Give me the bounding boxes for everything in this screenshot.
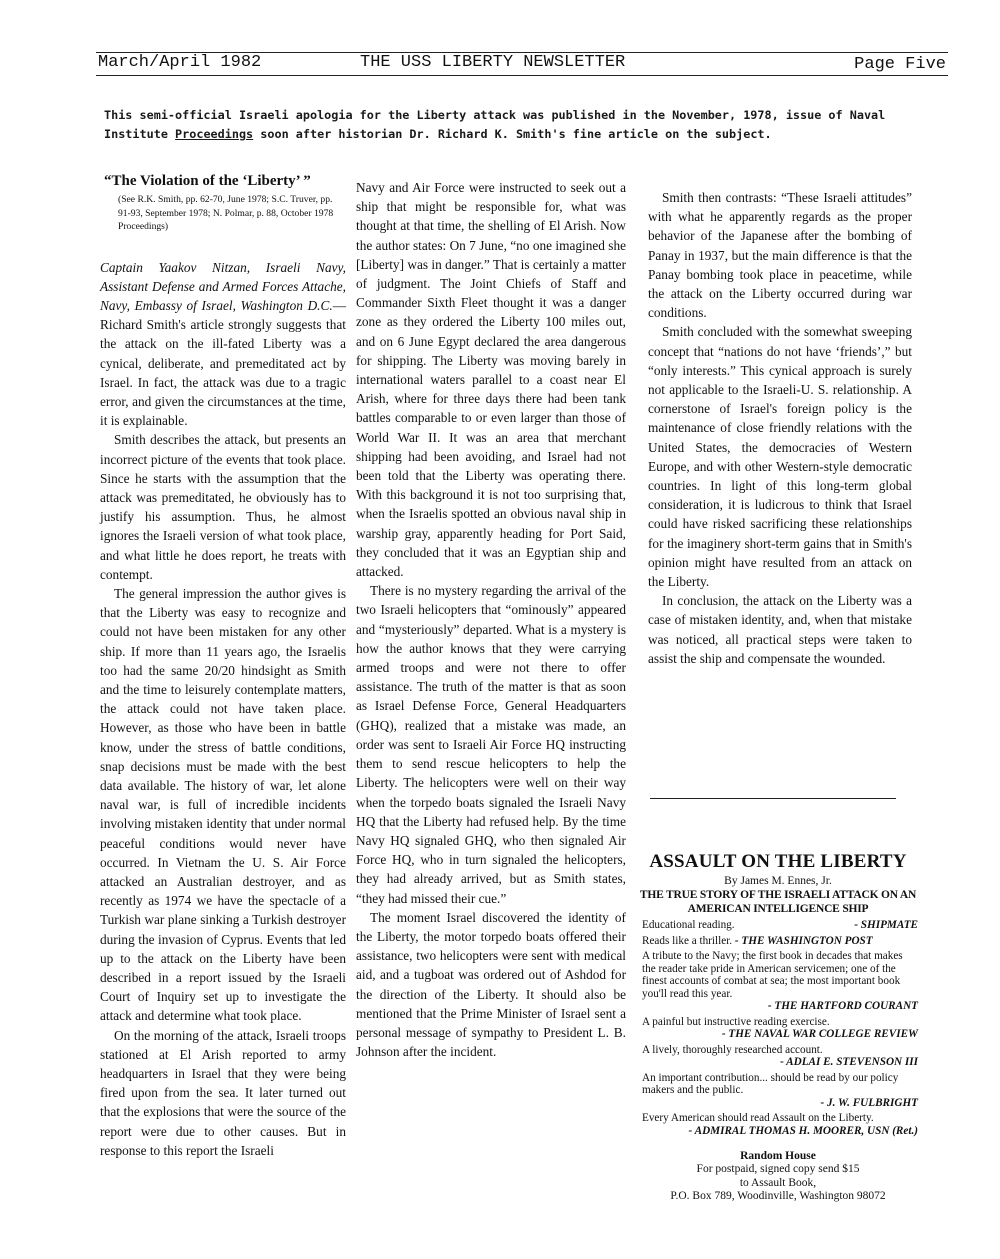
ad-order-line: For postpaid, signed copy send $15 [696,1163,860,1175]
blurb-quote: A lively, thoroughly researched account. [642,1043,823,1056]
article-paragraph: In conclusion, the attack on the Liberty was a case of mistaken identity, and, when that mistake was noticed, all practical steps were taken to assist the ship and compensate the wounded. [648,593,912,666]
ad-review-blurb [638,919,918,932]
intro-text-after: soon after historian Dr. Richard K. Smith's fine article on the subject. [253,127,772,141]
article-paragraph: Navy and Air Force were instructed to seek out a ship that might be responsible for, what was thought at that time, the shelling of El Arish. Now the author states: On 7 June, “no one imagined she [Liberty] was in danger.” That is certainly a matter of judgment. The Joint Chiefs of Staff and Commander Sixth Fleet thought it was a danger zone as they ordered the Liberty 100 miles out, and on 6 June Egypt declared the area dangerous for shipping. The Liberty was moving barely in international waters parallel to a coast near El Arish, where for three days there had been tank battles comparable to or even larger than those of World War II. It was an area that merchant shipping had been avoiding, and Israel had not been told that the Liberty was operating there. With this background it is not too surprising that, when the Israelis spotted an obvious naval ship in warship gray, apparently heading for Port Said, they concluded that it was an Egyptian ship and attacked. [356,180,626,580]
article-paragraph: Captain Yaakov Nitzan, Israeli Navy, Assistant Defense and Armed Forces Attache, Navy, Embassy of Israel, Washington D.C.—Richard Smith's article strongly suggests that the attack on the ill-fated Liberty was a cynical, deliberate, and premeditated act by Israel. In fact, the attack was due to a tragic error, and given the circumstances at the time, it is explainable. [100,259,346,429]
article-column-1 [100,172,346,1160]
blurb-source: - J. W. FULBRIGHT [820,1096,918,1109]
ad-book-title: ASSAULT ON THE LIBERTY [649,851,907,872]
blurb-source: - THE WASHINGTON POST [732,934,873,947]
section-divider [650,798,896,799]
article-sources: (See R.K. Smith, pp. 62-70, June 1978; S.C. Truver, pp. 91-93, September 1978; N. Polmar, p. 88, October 1978 Proceedings) [118,194,334,232]
ad-blurbs [638,919,918,1137]
blurb-source: - ADMIRAL THOMAS H. MOORER, USN (Ret.) [688,1124,918,1137]
article-paragraph: There is no mystery regarding the arrival of the two Israeli helicopters that “ominously” appeared and “mysteriously” departed. What is a mystery is how the author knows that they were carrying armed troops and were not there to offer assistance. The truth of the matter is that as soon as Israel Defense Force, General Headquarters (GHQ), realized that a mistake was made, an order was sent to Israeli Air Force HQ instructing them to send rescue helicopters to help the Liberty. The helicopters were well on their way when the torpedo boats signaled the Israeli Navy HQ that the Liberty had refused help. By the time Navy HQ signaled GHQ, who then signaled Air Force HQ, who in turn signaled the helicopters, they had already arrived, but as Smith states, “they had missed their cue.” [356,583,626,906]
article-author: Captain Yaakov Nitzan, Israeli Navy, Assistant Defense and Armed Forces Attache, Navy, Embassy of Israel, Washington D.C. [100,259,346,313]
book-advertisement [638,850,918,1204]
blurb-quote: An important contribution... should be read by our policy makers and the public. [642,1071,899,1096]
ad-review-blurb [638,1112,918,1137]
ad-publisher: Random House [740,1150,816,1162]
blurb-source: - THE NAVAL WAR COLLEGE REVIEW [721,1028,918,1040]
blurb-quote: Every American should read Assault on the Liberty. [642,1112,874,1124]
newsletter-header [96,52,948,76]
ad-review-blurb [638,1072,918,1110]
ad-review-blurb [638,1016,918,1041]
ad-review-blurb [638,1044,918,1069]
newsletter-title: THE USS LIBERTY NEWSLETTER [360,53,626,72]
article-paragraph: The moment Israel discovered the identity of the Liberty, the motor torpedo boats offered their assistance, two helicopters were sent with medical aid, and a tugboat was ordered out of Ashdod for the direction of the Liberty. It should also be mentioned that the Prime Minister of Israel sent a personal message of sympathy to President L. B. Johnson after the incident. [356,909,626,1060]
issue-date: March/April 1982 [98,53,262,72]
blurb-quote: A tribute to the Navy; the first book in decades that makes the reader take pride in American servicemen; one of the finest accounts of combat at sea; the most important book you'll read this year. [642,950,903,1000]
ad-subtitle: THE TRUE STORY OF THE ISRAELI ATTACK ON AN AMERICAN INTELLIGENCE SHIP [639,889,917,915]
article-paragraph: Smith then contrasts: “These Israeli attitudes” with what he apparently regards as the proper behavior of the Japanese after the bombing of Panay in 1937, but the main difference is that the Panay bombing took place in peacetime, while the attack on the Liberty occurred during war conditions. [648,190,912,321]
ad-review-blurb [638,935,918,948]
blurb-source: - THE HARTFORD COURANT [767,1000,918,1012]
ad-byline: By James M. Ennes, Jr. [724,875,832,887]
blurb-source: - SHIPMATE [854,919,918,931]
ad-review-blurb [638,950,918,1013]
ad-order-line: to Assault Book, [739,1176,817,1189]
intro-text-before: This semi-official Israeli apologia for the Liberty attack was published in the November, 1978, issue of Naval Institute [104,108,886,141]
intro-publication-name: Proceedings [175,127,254,141]
article-column-3 [648,188,912,668]
article-title: “The Violation of the ‘Liberty’ ” [104,173,311,189]
blurb-quote: A painful but instructive reading exercise. [642,1015,830,1028]
ad-order-address: P.O. Box 789, Woodinville, Washington 98072 [670,1190,886,1202]
article-paragraph: Smith describes the attack, but presents an incorrect picture of the events that took place. Since he starts with the assumption that the attack was premeditated, he obviously has to justify his assumption. Thus, he almost ignores the Israeli version of what took place, and what little he does report, he treats with contempt. [100,432,346,582]
article-paragraph: Smith concluded with the somewhat sweeping concept that “nations do not have ‘friends’,” but “only interests.” This cynical approach is surely not applicable to the Israeli-U. S. relationship. A cornerstone of Israel's foreign policy is the maintenance of close friendly relations with the United States, the democracies of Western Europe, and with other Western-style democratic countries. In light of this long-term global consideration, it is ludicrous to think that Israel could have risked sacrificing these relationships for the imaginery short-term gains that in Smith's opinion might have resulted from an attack on the Liberty. [648,324,912,590]
page-number: Page Five [854,55,946,74]
blurb-quote: Reads like a thriller. [642,934,733,947]
article-paragraph: On the morning of the attack, Israeli troops stationed at El Arish reported to army headquarters in Israel that they were being fired upon from the sea. It later turned out that the explosions that were the source of the report were due to other causes. But in response to this report the Israeli [100,1027,346,1158]
blurb-quote: Educational reading. [642,919,735,931]
article-column-2 [356,178,626,1061]
blurb-source: - ADLAI E. STEVENSON III [780,1056,918,1068]
editor-intro-note [104,106,944,144]
article-paragraph: The general impression the author gives is that the Liberty was easy to recognize and could not have been mistaken for any other ship. If more than 11 years ago, the Israelis too had the same 20/20 hindsight as Smith and the time to leisurely contemplate matters, the attack could not have taken place. However, as those who have been in battle know, under the stress of battle conditions, snap decisions must be made with the best data available. The history of war, let alone naval war, is full of incredible incidents involving mistaken identity that under normal peaceful conditions would never have occurred. In Vietnam the U. S. Air Force attacked an Australian destroyer, and as recently as 1974 we have the spectacle of a Turkish war plane sinking a Turkish destroyer during the invasion of Cyprus. Events that led up to the attack on the Liberty have been described in a report issued by the Israeli Court of Inquiry set up to investigate the attack and determine what took place. [100,585,346,1024]
